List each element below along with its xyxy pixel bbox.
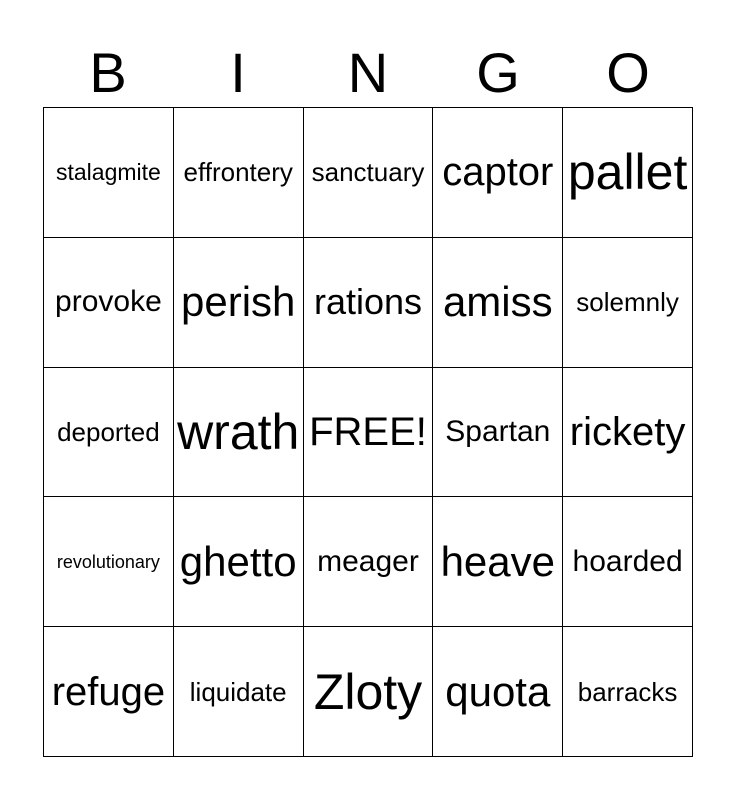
bingo-cell — [44, 497, 174, 627]
cell-word: amiss — [442, 278, 553, 326]
bingo-cell — [563, 108, 693, 238]
bingo-cell — [563, 238, 693, 368]
bingo-cell — [44, 108, 174, 238]
bingo-cell — [174, 497, 304, 627]
cell-word: quota — [445, 667, 551, 715]
cell-word: wrath — [177, 403, 300, 460]
cell-word: pallet — [567, 144, 688, 201]
bingo-cell — [433, 238, 563, 368]
cell-word: stalagmite — [55, 158, 161, 185]
bingo-cell — [44, 238, 174, 368]
bingo-cell — [44, 627, 174, 757]
cell-word: refuge — [51, 669, 166, 714]
bingo-cell — [304, 238, 434, 368]
cell-word: sanctuary — [311, 157, 425, 188]
bingo-cell — [563, 497, 693, 627]
bingo-cell — [563, 627, 693, 757]
bingo-cell — [433, 368, 563, 498]
bingo-cell — [174, 108, 304, 238]
cell-word: Spartan — [445, 414, 551, 448]
bingo-header — [43, 40, 693, 106]
cell-word: captor — [442, 150, 554, 195]
cell-word: barracks — [577, 676, 678, 707]
cell-word: Zloty — [313, 663, 423, 720]
header-letter-g: G — [476, 41, 520, 104]
header-letter-n: N — [347, 41, 389, 104]
header-letter-o: O — [606, 41, 650, 104]
bingo-cell — [433, 497, 563, 627]
header-letter-i: I — [230, 41, 246, 104]
bingo-cell — [174, 238, 304, 368]
free-space-label: FREE! — [309, 409, 427, 454]
bingo-cell — [174, 368, 304, 498]
cell-word: provoke — [55, 285, 162, 319]
cell-word: effrontery — [183, 157, 293, 188]
cell-word: rickety — [569, 409, 686, 454]
free-space-cell — [304, 368, 434, 498]
cell-word: perish — [180, 278, 296, 326]
cell-word: deported — [57, 416, 160, 447]
cell-word: revolutionary — [56, 551, 160, 572]
header-letter-b: B — [89, 41, 127, 104]
bingo-cell — [174, 627, 304, 757]
bingo-cell — [433, 108, 563, 238]
bingo-board — [43, 107, 693, 757]
cell-word: hoarded — [572, 544, 683, 578]
cell-word: ghetto — [179, 537, 297, 585]
bingo-cell — [304, 108, 434, 238]
cell-word: meager — [317, 544, 419, 578]
cell-word: liquidate — [189, 676, 287, 707]
bingo-cell — [304, 627, 434, 757]
cell-word: rations — [313, 281, 423, 323]
bingo-cell — [44, 368, 174, 498]
bingo-cell — [563, 368, 693, 498]
bingo-cell — [304, 497, 434, 627]
cell-word: solemnly — [576, 287, 679, 318]
bingo-cell — [433, 627, 563, 757]
cell-word: heave — [440, 537, 555, 585]
